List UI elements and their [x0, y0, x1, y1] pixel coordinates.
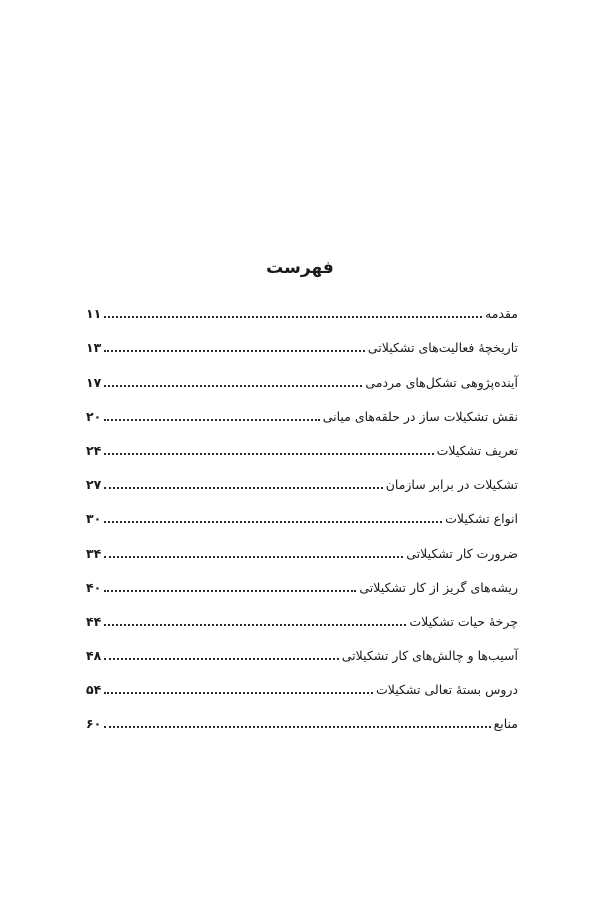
dot-leader	[104, 418, 319, 421]
toc-entry[interactable]	[86, 529, 518, 563]
toc-title: فهرست	[266, 258, 334, 278]
toc-entry-label: انواع تشکیلات	[445, 511, 518, 527]
toc-entry-label: چرخهٔ حیات تشکیلات	[409, 613, 518, 629]
toc-entry[interactable]	[86, 427, 518, 461]
toc-entry-page: ۱۱	[86, 306, 102, 322]
dot-leader	[104, 691, 373, 694]
toc-entry-page: ۵۴	[86, 682, 102, 698]
toc-entry-label: دروس بستهٔ تعالی تشکیلات	[376, 682, 518, 698]
dot-leader	[104, 623, 406, 626]
toc-entry-page: ۲۰	[86, 408, 102, 424]
toc-entry-page: ۴۰	[86, 579, 102, 595]
toc-entry-label: نقش تشکیلات ساز در حلقه‌های میانی	[322, 408, 518, 424]
toc-entry-label: منابع	[493, 716, 518, 732]
dot-leader	[104, 384, 362, 387]
toc-entry-page: ۱۷	[86, 374, 102, 390]
toc-entry-page: ۳۰	[86, 511, 102, 527]
toc-entry-label: تشکیلات در برابر سازمان	[385, 477, 518, 493]
toc-entry-page: ۲۷	[86, 477, 102, 493]
toc-entry-label: تعریف تشکیلات	[436, 442, 518, 458]
dot-leader	[104, 349, 365, 352]
toc-entry[interactable]	[86, 666, 518, 700]
toc-entry-page: ۳۴	[86, 545, 102, 561]
dot-leader	[104, 520, 442, 523]
toc-entry[interactable]	[86, 700, 518, 734]
toc-entry-label: مقدمه	[485, 306, 518, 322]
dot-leader	[104, 589, 356, 592]
toc-entry[interactable]	[86, 358, 518, 392]
toc-entry-label: ریشه‌های گریز از کار تشکیلاتی	[359, 579, 518, 595]
dot-leader	[104, 657, 338, 660]
dot-leader	[104, 555, 403, 558]
table-of-contents	[86, 290, 518, 734]
toc-entry-page: ۲۴	[86, 442, 102, 458]
toc-entry-page: ۴۴	[86, 613, 102, 629]
toc-entry[interactable]	[86, 598, 518, 632]
toc-entry-page: ۶۰	[86, 716, 102, 732]
toc-entry[interactable]	[86, 564, 518, 598]
toc-entry-label: تاریخچهٔ فعالیت‌های تشکیلاتی	[367, 340, 518, 356]
dot-leader	[104, 315, 482, 318]
dot-leader	[104, 725, 490, 728]
toc-entry[interactable]	[86, 324, 518, 358]
dot-leader	[104, 452, 433, 455]
toc-entry-label: آسیب‌ها و چالش‌های کار تشکیلاتی	[341, 648, 518, 664]
toc-entry-label: آینده‌پژوهی تشکل‌های مردمی	[365, 374, 518, 390]
toc-entry[interactable]	[86, 632, 518, 666]
dot-leader	[104, 486, 382, 489]
toc-entry[interactable]	[86, 290, 518, 324]
toc-entry[interactable]	[86, 393, 518, 427]
toc-entry[interactable]	[86, 461, 518, 495]
toc-entry-page: ۴۸	[86, 648, 102, 664]
toc-entry-page: ۱۳	[86, 340, 102, 356]
toc-entry-label: ضرورت کار تشکیلاتی	[406, 545, 518, 561]
toc-entry[interactable]	[86, 495, 518, 529]
